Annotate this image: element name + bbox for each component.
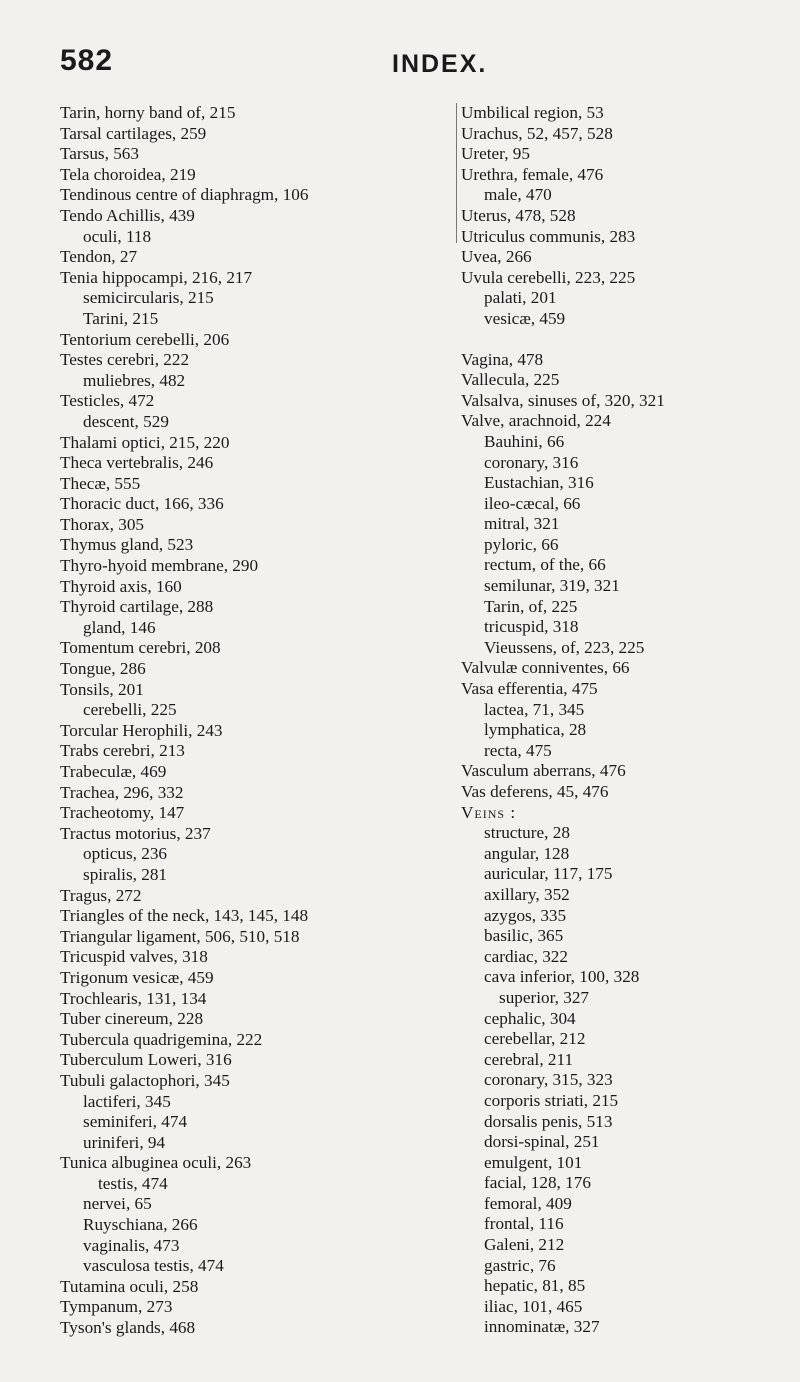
index-entry: Trochlearis, 131, 134 (60, 988, 207, 1008)
index-entry: emulgent, 101 (484, 1152, 583, 1172)
index-entry: Ureter, 95 (461, 144, 530, 164)
index-entry: cerebellar, 212 (484, 1029, 586, 1049)
index-entry: opticus, 236 (83, 844, 168, 864)
index-column-right (461, 103, 796, 1338)
index-entry: coronary, 315, 323 (484, 1070, 613, 1090)
index-entry: palati, 201 (484, 288, 557, 308)
index-entry: Thorax, 305 (60, 514, 145, 534)
index-entry: Umbilical region, 53 (461, 103, 604, 122)
index-entry: Eustachian, 316 (484, 473, 594, 493)
index-entry: dorsalis penis, 513 (484, 1111, 613, 1131)
index-entry: Tarini, 215 (83, 308, 159, 328)
index-entry: Vagina, 478 (461, 349, 544, 369)
index-entry: Utriculus communis, 283 (461, 226, 636, 246)
index-entry: innominatæ, 327 (484, 1317, 600, 1337)
index-entry: axillary, 352 (484, 884, 570, 904)
index-entry: Bauhini, 66 (484, 431, 565, 451)
index-entry: Theca vertebralis, 246 (60, 453, 214, 473)
index-entry: Tendo Achillis, 439 (60, 205, 195, 225)
index-entry: vesicæ, 459 (484, 308, 566, 328)
index-entry: Testicles, 472 (60, 391, 155, 411)
index-entry: Triangular ligament, 506, 510, 518 (60, 926, 300, 946)
index-entry: Galeni, 212 (484, 1235, 565, 1255)
index-entry: rectum, of the, 66 (484, 555, 606, 575)
index-entry: femoral, 409 (484, 1193, 572, 1213)
index-entry: cephalic, 304 (484, 1008, 576, 1028)
index-entry: Trachea, 296, 332 (60, 782, 184, 802)
index-entry: Tracheotomy, 147 (60, 803, 185, 823)
index-entry: lactea, 71, 345 (484, 699, 585, 719)
index-entry: Tyson's glands, 468 (60, 1318, 196, 1338)
index-entry: gland, 146 (83, 617, 156, 637)
index-entry: semicircularis, 215 (83, 288, 214, 308)
index-entry: Tarsus, 563 (60, 144, 139, 164)
index-entry: basilic, 365 (484, 926, 564, 946)
index-entry: Tendinous centre of diaphragm, 106 (60, 185, 309, 205)
index-entry: Thoracic duct, 166, 336 (60, 494, 224, 514)
index-entry: Vasa efferentia, 475 (461, 679, 598, 699)
index-entry: oculi, 118 (83, 226, 152, 246)
index-entry: Tuberculum Loweri, 316 (60, 1050, 232, 1070)
index-entry: male, 470 (484, 185, 552, 205)
index-entry: mitral, 321 (484, 514, 560, 534)
running-head: INDEX. (392, 50, 488, 78)
index-entry: facial, 128, 176 (484, 1173, 591, 1193)
index-entry: Ruyschiana, 266 (83, 1215, 198, 1235)
index-entry: uriniferi, 94 (83, 1132, 166, 1152)
index-entry: Urachus, 52, 457, 528 (461, 123, 613, 143)
index-entry: Thyroid cartilage, 288 (60, 597, 214, 617)
index-entry: frontal, 116 (484, 1214, 564, 1234)
index-entry: azygos, 335 (484, 905, 567, 925)
index-entry: Torcular Herophili, 243 (60, 720, 223, 740)
index-entry: cerebelli, 225 (83, 700, 177, 720)
index-entry: descent, 529 (83, 411, 169, 431)
index-entry: lactiferi, 345 (83, 1091, 171, 1111)
index-entry: auricular, 117, 175 (484, 864, 613, 884)
index-entry: Trabeculæ, 469 (60, 762, 167, 781)
index-entry: vasculosa testis, 474 (83, 1256, 224, 1276)
index-entry: vaginalis, 473 (83, 1235, 180, 1255)
index-entry: nervei, 65 (83, 1194, 152, 1214)
index-entry: Valvulæ conniventes, 66 (461, 658, 630, 678)
index-entry: coronary, 316 (484, 452, 579, 472)
index-entry: Vas deferens, 45, 476 (461, 782, 609, 801)
index-entry: Trigonum vesicæ, 459 (60, 967, 214, 987)
index-column-left (60, 103, 455, 1339)
index-entry: seminiferi, 474 (83, 1112, 188, 1132)
index-entry: Tractus motorius, 237 (60, 823, 211, 843)
index-entry: Veins : (461, 802, 517, 822)
page-header (60, 44, 760, 84)
index-entry: Trabs cerebri, 213 (60, 741, 185, 761)
index-entry: Urethra, female, 476 (461, 164, 604, 184)
index-entry: Thecæ, 555 (60, 473, 141, 493)
index-entry: Thyroid axis, 160 (60, 576, 182, 596)
index-entry: gastric, 76 (484, 1255, 556, 1275)
index-entry: Tomentum cerebri, 208 (60, 638, 221, 658)
index-entry: Tuber cinereum, 228 (60, 1009, 204, 1029)
index-entry: Tubercula quadrigemina, 222 (60, 1029, 263, 1049)
index-entry: cardiac, 322 (484, 946, 568, 966)
index-entry: muliebres, 482 (83, 370, 186, 390)
index-entry: hepatic, 81, 85 (484, 1276, 586, 1296)
index-entry: Vallecula, 225 (461, 370, 560, 390)
index-entry: dorsi-spinal, 251 (484, 1132, 600, 1152)
index-entry: structure, 28 (484, 823, 570, 843)
index-entry: Testes cerebri, 222 (60, 350, 190, 370)
index-entry: Tentorium cerebelli, 206 (60, 329, 230, 349)
index-entry: Thymus gland, 523 (60, 535, 194, 555)
index-entry: Uvea, 266 (461, 247, 532, 267)
index-entry: Valve, arachnoid, 224 (461, 411, 611, 431)
index-entry: Valsalva, sinuses of, 320, 321 (461, 390, 665, 410)
index-entry: testis, 474 (98, 1173, 168, 1193)
index-entry: Tela choroidea, 219 (60, 164, 196, 184)
index-entry: Tendon, 27 (60, 247, 138, 267)
index-entry: Tragus, 272 (60, 885, 142, 905)
index-entry: Thalami optici, 215, 220 (60, 432, 230, 452)
index-entry: ileo-cæcal, 66 (484, 493, 581, 513)
index-entry: Tutamina oculi, 258 (60, 1276, 199, 1296)
index-entry: cava inferior, 100, 328 (484, 967, 640, 987)
page-number: 582 (60, 44, 114, 77)
index-entry: corporis striati, 215 (484, 1090, 619, 1110)
index-entry: Uterus, 478, 528 (461, 205, 576, 225)
index-entry: Tympanum, 273 (60, 1297, 173, 1317)
index-entry: recta, 475 (484, 740, 552, 760)
index-entry: angular, 128 (484, 843, 570, 863)
index-entry: Vasculum aberrans, 476 (461, 761, 626, 781)
index-entry: Tonsils, 201 (60, 679, 144, 699)
index-entry: Tenia hippocampi, 216, 217 (60, 267, 253, 287)
index-entry: Tongue, 286 (60, 659, 146, 679)
index-entry: Tarin, of, 225 (484, 596, 578, 616)
index-entry: Tarin, horny band of, 215 (60, 103, 236, 122)
index-entry: pyloric, 66 (484, 534, 559, 554)
index-entry: superior, 327 (499, 987, 590, 1007)
index-entry: tricuspid, 318 (484, 617, 579, 637)
index-entry: spiralis, 281 (83, 864, 168, 884)
index-entry: cerebral, 211 (484, 1049, 574, 1069)
index-entry: lymphatica, 28 (484, 720, 587, 740)
index-entry: semilunar, 319, 321 (484, 576, 620, 596)
index-entry: Tarsal cartilages, 259 (60, 123, 207, 143)
index-entry: Thyro-hyoid membrane, 290 (60, 556, 259, 576)
index-entry: iliac, 101, 465 (484, 1296, 583, 1316)
index-entry: Tubuli galactophori, 345 (60, 1070, 230, 1090)
index-entry: Vieussens, of, 223, 225 (484, 637, 645, 657)
index-entry: Triangles of the neck, 143, 145, 148 (60, 906, 309, 926)
index-entry: Tricuspid valves, 318 (60, 947, 208, 967)
index-entry: Tunica albuginea oculi, 263 (60, 1153, 252, 1173)
index-entry: Uvula cerebelli, 223, 225 (461, 267, 636, 287)
